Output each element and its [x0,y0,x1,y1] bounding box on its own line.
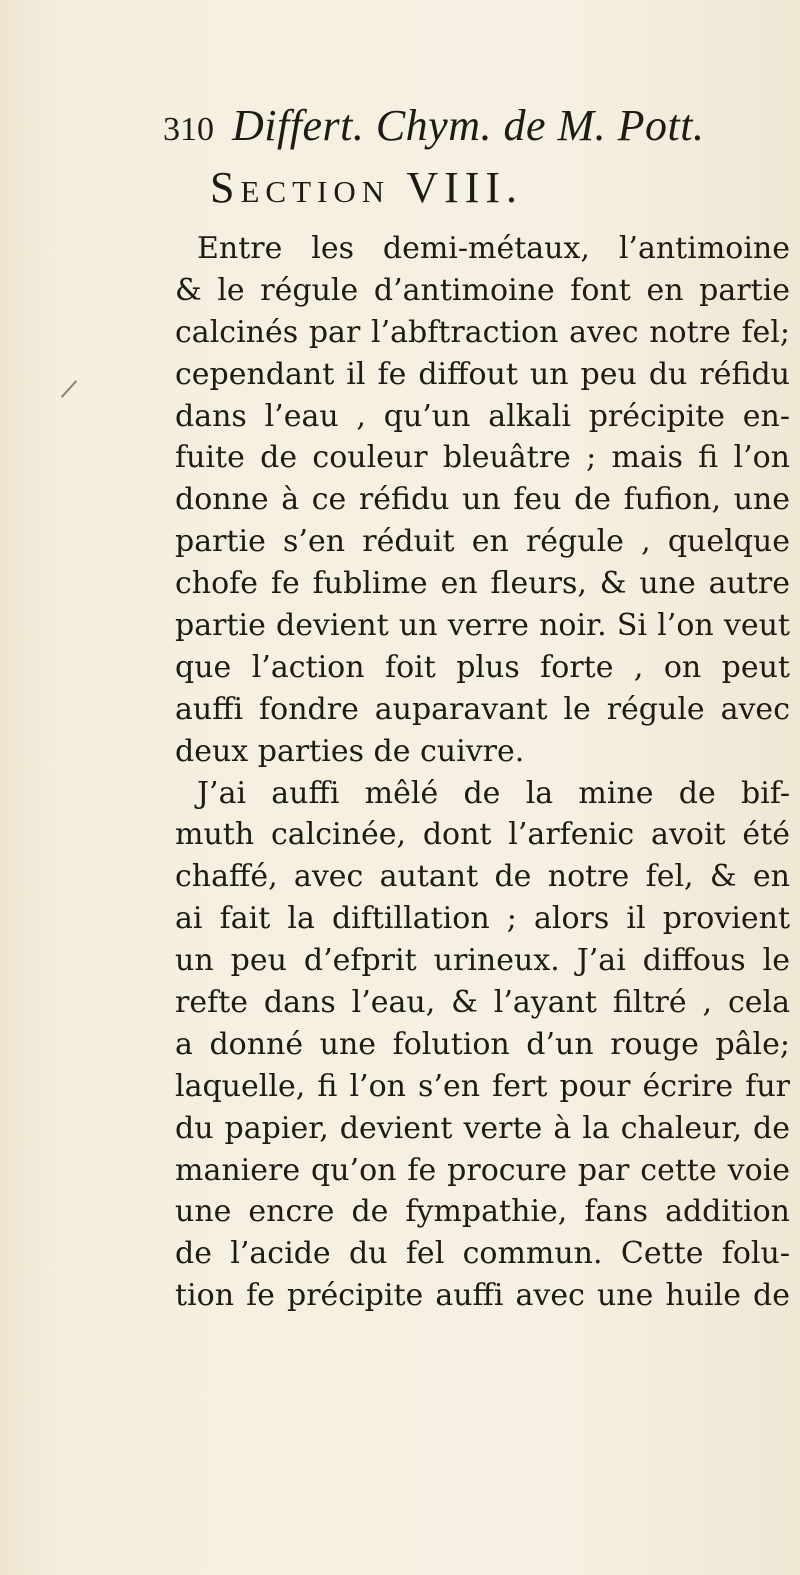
text-line: calcinés par l’abftraction avec notre fel; [175,314,790,350]
text-line: ai fait la diftillation ; alors il provient [175,901,790,937]
text-line: chaffé, avec autant de notre fel, & en [175,859,790,895]
text-line: partie devient un verre noir. Si l’on veut [175,608,790,644]
text-line: donne à ce réfidu un feu de fufion, une [175,482,790,518]
text-line: du papier, devient verte à la chaleur, de [175,1110,790,1146]
running-title: Differt. Chym. de M. Pott. [232,101,705,150]
text-line: fuite de couleur bleuâtre ; mais fi l’on [175,440,790,476]
text-line: dans l’eau , qu’un alkali précipite en- [175,398,790,434]
text-line: laquelle, fi l’on s’en fert pour écrire fur [175,1068,790,1104]
text-line: & le régule d’antimoine font en partie [175,272,790,308]
text-line: muth calcinée, dont l’arfenic avoit été [175,817,790,853]
text-line: Entre les demi-métaux, l’antimoine [197,231,790,266]
text-line: tion fe précipite auffi avec une huile de [175,1278,790,1314]
margin-pencil-mark [61,380,77,398]
text-line: partie s’en réduit en régule , quelque [175,524,790,560]
page-number: 310 [163,111,214,148]
text-line: un peu d’efprit urineux. J’ai diffous le [175,943,790,979]
text-line: a donné une folution d’un rouge pâle; [175,1026,790,1062]
page-header [163,100,705,156]
text-line: auffi fondre auparavant le régule avec [175,691,790,727]
text-line: cependant il fe diffout un peu du réfidu [175,356,790,392]
section-heading: Section VIII. [210,163,524,212]
text-line: deux parties de cuivre. [175,733,525,769]
text-line: de l’acide du fel commun. Cette folu- [175,1236,790,1272]
text-line: chofe fe fublime en fleurs, & une autre [175,566,790,602]
text-line: une encre de fympathie, fans addition [175,1194,790,1230]
text-line: que l’action foit plus forte , on peut [175,649,790,685]
text-line: maniere qu’on fe procure par cette voie [175,1152,790,1188]
body-text [175,228,790,1317]
text-line: refte dans l’eau, & l’ayant filtré , cela [175,985,790,1021]
text-line: J’ai auffi mêlé de la mine de bif- [197,775,790,811]
